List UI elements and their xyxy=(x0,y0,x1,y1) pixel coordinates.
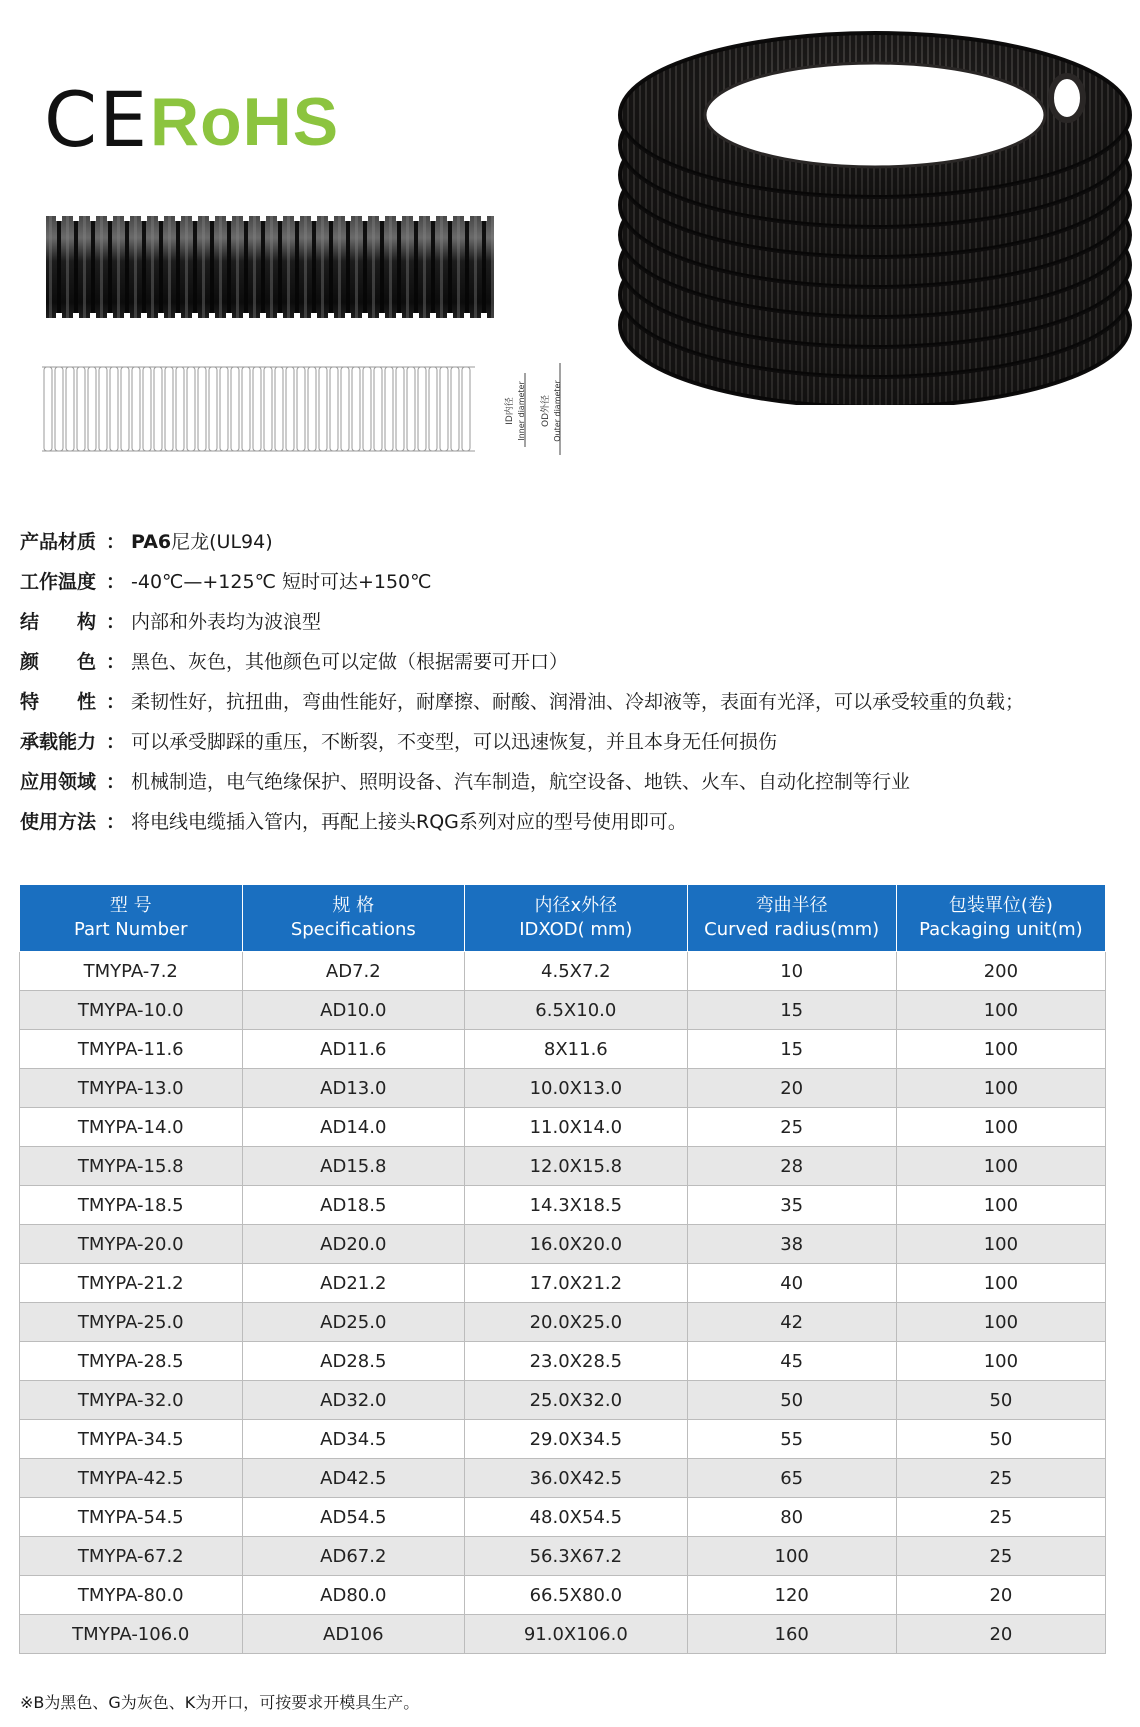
spec-row xyxy=(20,762,1120,802)
corrugated-tube-photo xyxy=(46,208,494,326)
cell-curved-radius: 15 xyxy=(687,1030,896,1069)
cell-curved-radius: 80 xyxy=(687,1498,896,1537)
cell-specification: AD34.5 xyxy=(242,1420,465,1459)
cell-id-od: 66.5X80.0 xyxy=(465,1576,688,1615)
spec-value xyxy=(131,602,321,642)
cell-specification: AD67.2 xyxy=(242,1537,465,1576)
cell-id-od: 23.0X28.5 xyxy=(465,1342,688,1381)
cell-packaging-unit: 100 xyxy=(896,1108,1105,1147)
spec-value xyxy=(131,762,910,802)
spec-value xyxy=(131,642,568,682)
table-row xyxy=(20,1576,1106,1615)
cell-part-number: TMYPA-42.5 xyxy=(20,1459,243,1498)
ce-logo: CE xyxy=(44,75,150,164)
cell-specification: AD106 xyxy=(242,1615,465,1654)
spec-value-text: 机械制造，电气绝缘保护、照明设备、汽车制造，航空设备、地铁、火车、自动化控制等行业 xyxy=(131,771,911,793)
cell-curved-radius: 120 xyxy=(687,1576,896,1615)
table-row xyxy=(20,1303,1106,1342)
spec-row xyxy=(20,562,1120,602)
od-label-en: Outer diameter xyxy=(553,380,562,442)
spec-value xyxy=(131,722,777,762)
cell-id-od: 8X11.6 xyxy=(465,1030,688,1069)
cell-part-number: TMYPA-25.0 xyxy=(20,1303,243,1342)
cell-packaging-unit: 50 xyxy=(896,1420,1105,1459)
cell-curved-radius: 50 xyxy=(687,1381,896,1420)
spec-colon: ： xyxy=(106,691,126,713)
cell-part-number: TMYPA-15.8 xyxy=(20,1147,243,1186)
cell-curved-radius: 42 xyxy=(687,1303,896,1342)
cell-curved-radius: 10 xyxy=(687,952,896,991)
table-row xyxy=(20,1381,1106,1420)
spec-value-text: 黑色、灰色，其他颜色可以定做（根据需要可开口） xyxy=(131,651,569,673)
cell-packaging-unit: 20 xyxy=(896,1615,1105,1654)
cell-part-number: TMYPA-54.5 xyxy=(20,1498,243,1537)
header-part-number: 型 号 Part Number xyxy=(20,885,243,952)
cell-part-number: TMYPA-32.0 xyxy=(20,1381,243,1420)
table-row xyxy=(20,1069,1106,1108)
spec-label: 应用领域 xyxy=(20,771,97,793)
header-curved-radius: 弯曲半径 Curved radius(mm) xyxy=(687,885,896,952)
spec-colon: ： xyxy=(106,731,126,753)
cell-specification: AD28.5 xyxy=(242,1342,465,1381)
cell-part-number: TMYPA-7.2 xyxy=(20,952,243,991)
cell-packaging-unit: 100 xyxy=(896,1030,1105,1069)
cell-curved-radius: 55 xyxy=(687,1420,896,1459)
spec-value xyxy=(131,682,1024,722)
cell-specification: AD20.0 xyxy=(242,1225,465,1264)
cell-packaging-unit: 100 xyxy=(896,1147,1105,1186)
spec-colon: ： xyxy=(106,611,126,633)
cell-specification: AD10.0 xyxy=(242,991,465,1030)
spec-colon: ： xyxy=(106,531,126,553)
spec-value xyxy=(131,562,431,602)
spec-value-bold: PA6 xyxy=(131,531,172,553)
table-row xyxy=(20,1225,1106,1264)
cell-packaging-unit: 20 xyxy=(896,1576,1105,1615)
od-label: OD外径 xyxy=(541,394,551,428)
cell-part-number: TMYPA-14.0 xyxy=(20,1108,243,1147)
spec-label: 产品材质 xyxy=(20,531,97,553)
cell-part-number: TMYPA-13.0 xyxy=(20,1069,243,1108)
tube-coil-photo xyxy=(615,20,1135,405)
spec-row xyxy=(20,722,1120,762)
cell-part-number: TMYPA-67.2 xyxy=(20,1537,243,1576)
cell-packaging-unit: 100 xyxy=(896,1186,1105,1225)
cell-curved-radius: 28 xyxy=(687,1147,896,1186)
cell-part-number: TMYPA-21.2 xyxy=(20,1264,243,1303)
footnote: ※B为黑色、G为灰色、K为开口，可按要求开模具生产。 xyxy=(20,1693,420,1712)
spec-value-text: 尼龙(UL94) xyxy=(171,531,273,553)
cell-part-number: TMYPA-20.0 xyxy=(20,1225,243,1264)
spec-colon: ： xyxy=(106,571,126,593)
cell-part-number: TMYPA-80.0 xyxy=(20,1576,243,1615)
cell-id-od: 10.0X13.0 xyxy=(465,1069,688,1108)
cell-curved-radius: 160 xyxy=(687,1615,896,1654)
cell-id-od: 91.0X106.0 xyxy=(465,1615,688,1654)
cell-packaging-unit: 50 xyxy=(896,1381,1105,1420)
cell-specification: AD80.0 xyxy=(242,1576,465,1615)
cell-id-od: 16.0X20.0 xyxy=(465,1225,688,1264)
cell-specification: AD15.8 xyxy=(242,1147,465,1186)
spec-label: 使用方法 xyxy=(20,811,97,833)
cell-specification: AD25.0 xyxy=(242,1303,465,1342)
cell-id-od: 14.3X18.5 xyxy=(465,1186,688,1225)
spec-value-text: 柔韧性好，抗扭曲，弯曲性能好，耐摩擦、耐酸、润滑油、冷却液等，表面有光泽，可以承受较重的负载； xyxy=(131,691,1025,713)
spec-value xyxy=(131,802,687,842)
cell-id-od: 56.3X67.2 xyxy=(465,1537,688,1576)
cell-curved-radius: 45 xyxy=(687,1342,896,1381)
id-label-en: Inner diameter xyxy=(517,381,526,441)
table-header-row xyxy=(20,885,1106,952)
table-row xyxy=(20,952,1106,991)
cell-curved-radius: 15 xyxy=(687,991,896,1030)
cell-part-number: TMYPA-34.5 xyxy=(20,1420,243,1459)
cell-id-od: 4.5X7.2 xyxy=(465,952,688,991)
spec-label: 结 构 xyxy=(20,611,97,633)
table-row xyxy=(20,1186,1106,1225)
spec-colon: ： xyxy=(106,811,126,833)
spec-label: 承载能力 xyxy=(20,731,97,753)
cell-id-od: 36.0X42.5 xyxy=(465,1459,688,1498)
cell-curved-radius: 20 xyxy=(687,1069,896,1108)
table-row xyxy=(20,1147,1106,1186)
spec-label: 工作温度 xyxy=(20,571,97,593)
table-row xyxy=(20,991,1106,1030)
cell-specification: AD54.5 xyxy=(242,1498,465,1537)
cell-packaging-unit: 25 xyxy=(896,1498,1105,1537)
cell-packaging-unit: 200 xyxy=(896,952,1105,991)
spec-row xyxy=(20,602,1120,642)
cell-part-number: TMYPA-11.6 xyxy=(20,1030,243,1069)
cell-specification: AD11.6 xyxy=(242,1030,465,1069)
table-row xyxy=(20,1108,1106,1147)
spec-row xyxy=(20,522,1120,562)
spec-value xyxy=(131,522,273,562)
spec-value-text: -40℃—+125℃ 短时可达+150℃ xyxy=(131,571,432,593)
cell-part-number: TMYPA-18.5 xyxy=(20,1186,243,1225)
rohs-logo: RoHS xyxy=(150,84,340,160)
cell-curved-radius: 40 xyxy=(687,1264,896,1303)
spec-row xyxy=(20,802,1120,842)
spec-colon: ： xyxy=(106,771,126,793)
cell-part-number: TMYPA-28.5 xyxy=(20,1342,243,1381)
id-label: ID内径 xyxy=(505,397,515,425)
cell-id-od: 29.0X34.5 xyxy=(465,1420,688,1459)
product-spec-table xyxy=(19,884,1106,1654)
cell-specification: AD18.5 xyxy=(242,1186,465,1225)
cell-curved-radius: 35 xyxy=(687,1186,896,1225)
cell-packaging-unit: 100 xyxy=(896,1342,1105,1381)
cell-packaging-unit: 25 xyxy=(896,1537,1105,1576)
cell-part-number: TMYPA-10.0 xyxy=(20,991,243,1030)
cell-curved-radius: 65 xyxy=(687,1459,896,1498)
cell-id-od: 6.5X10.0 xyxy=(465,991,688,1030)
table-row xyxy=(20,1615,1106,1654)
spec-label: 颜 色 xyxy=(20,651,97,673)
table-row xyxy=(20,1030,1106,1069)
cell-curved-radius: 38 xyxy=(687,1225,896,1264)
spec-row xyxy=(20,642,1120,682)
cell-packaging-unit: 100 xyxy=(896,1069,1105,1108)
cell-specification: AD32.0 xyxy=(242,1381,465,1420)
spec-value-text: 可以承受脚踩的重压，不断裂，不变型，可以迅速恢复，并且本身无任何损伤 xyxy=(131,731,778,753)
table-row xyxy=(20,1537,1106,1576)
tube-dimension-drawing xyxy=(40,355,580,465)
header-id-od: 内径x外径 IDXOD( mm) xyxy=(465,885,688,952)
table-row xyxy=(20,1459,1106,1498)
cell-packaging-unit: 100 xyxy=(896,1225,1105,1264)
spec-value-text: 将电线电缆插入管内，再配上接头RQG系列对应的型号使用即可。 xyxy=(131,811,687,833)
spec-value-text: 内部和外表均为波浪型 xyxy=(131,611,322,633)
cell-packaging-unit: 100 xyxy=(896,1264,1105,1303)
table-row xyxy=(20,1498,1106,1537)
cell-id-od: 20.0X25.0 xyxy=(465,1303,688,1342)
spec-label: 特 性 xyxy=(20,691,97,713)
cell-curved-radius: 25 xyxy=(687,1108,896,1147)
cell-specification: AD14.0 xyxy=(242,1108,465,1147)
cell-specification: AD13.0 xyxy=(242,1069,465,1108)
table-row xyxy=(20,1264,1106,1303)
table-row xyxy=(20,1342,1106,1381)
cell-id-od: 48.0X54.5 xyxy=(465,1498,688,1537)
spec-row xyxy=(20,682,1120,722)
cell-specification: AD42.5 xyxy=(242,1459,465,1498)
cell-curved-radius: 100 xyxy=(687,1537,896,1576)
cell-id-od: 12.0X15.8 xyxy=(465,1147,688,1186)
cell-specification: AD21.2 xyxy=(242,1264,465,1303)
cell-specification: AD7.2 xyxy=(242,952,465,991)
table-row xyxy=(20,1420,1106,1459)
cell-id-od: 11.0X14.0 xyxy=(465,1108,688,1147)
header-packaging-unit: 包装單位(卷) Packaging unit(m) xyxy=(896,885,1105,952)
cell-packaging-unit: 25 xyxy=(896,1459,1105,1498)
header-specifications: 规 格 Specifications xyxy=(242,885,465,952)
cell-id-od: 17.0X21.2 xyxy=(465,1264,688,1303)
spec-colon: ： xyxy=(106,651,126,673)
cell-part-number: TMYPA-106.0 xyxy=(20,1615,243,1654)
cell-id-od: 25.0X32.0 xyxy=(465,1381,688,1420)
cell-packaging-unit: 100 xyxy=(896,1303,1105,1342)
cell-packaging-unit: 100 xyxy=(896,991,1105,1030)
spec-list xyxy=(20,522,1120,842)
